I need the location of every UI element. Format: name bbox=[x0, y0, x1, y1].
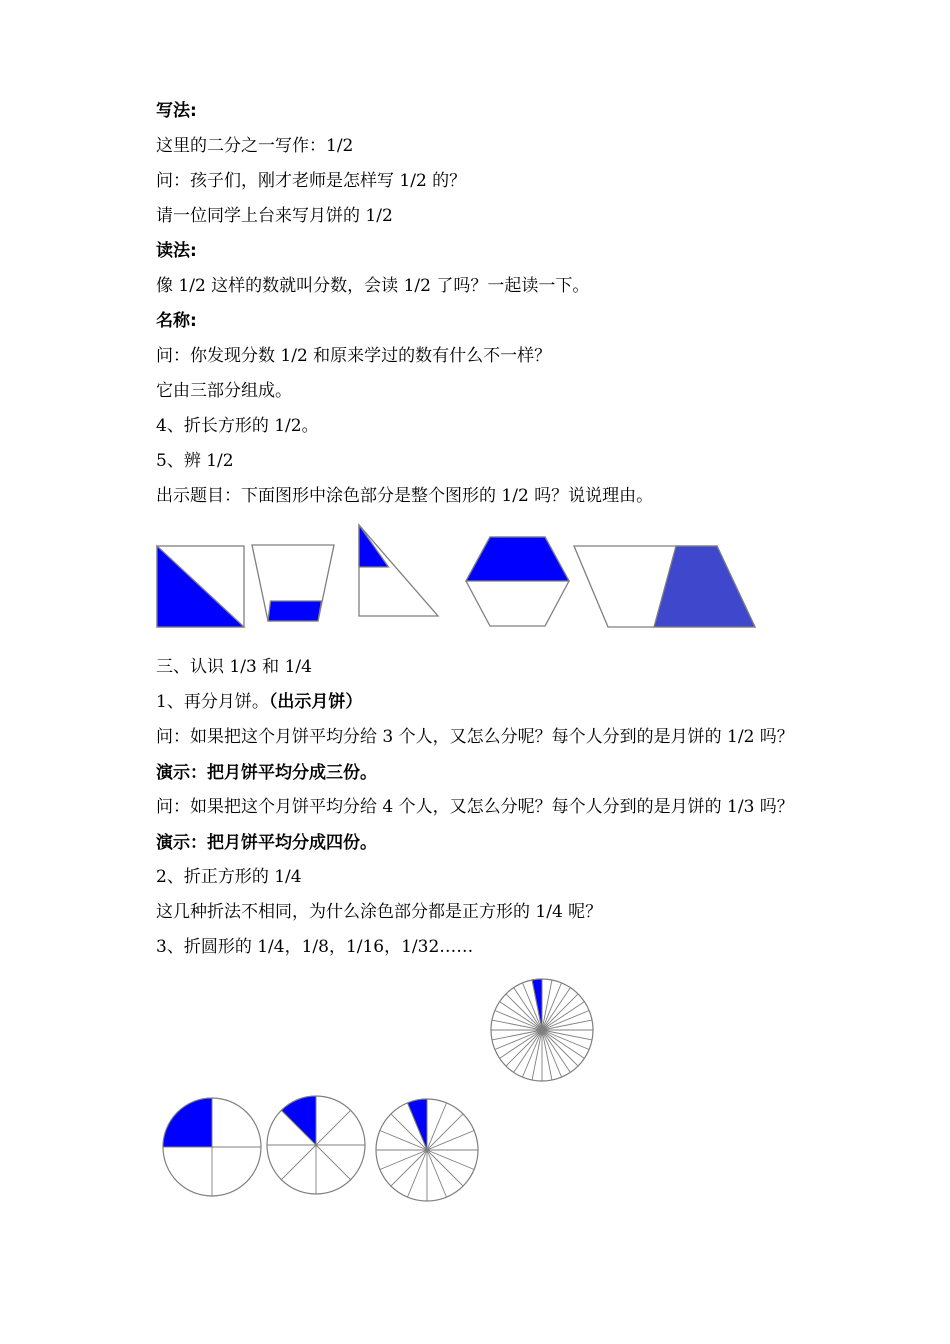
text-line: 5、辨 1/2 bbox=[156, 451, 234, 471]
triangle-shaded-top bbox=[359, 525, 389, 567]
heading-writing: 写法: bbox=[156, 101, 197, 121]
circle-fraction-4 bbox=[490, 978, 594, 1082]
text-line: 它由三部分组成。 bbox=[156, 381, 292, 401]
cup-trapezoid bbox=[252, 545, 334, 621]
circle-fraction-3 bbox=[375, 1098, 479, 1202]
text-line bbox=[156, 691, 362, 713]
section-title-three: 三、认识 1/3 和 1/4 bbox=[156, 657, 312, 677]
hexagon-shape bbox=[466, 537, 569, 626]
trapezoid-shaded-right bbox=[654, 546, 755, 627]
hexagon-shaded-top bbox=[466, 537, 569, 581]
demo-line: 演示：把月饼平均分成三份。 bbox=[156, 763, 377, 783]
square-shape bbox=[157, 546, 244, 627]
circle-fraction-2 bbox=[266, 1095, 366, 1195]
square-shaded-triangle bbox=[157, 546, 244, 627]
text-line: 请一位同学上台来写月饼的 1/2 bbox=[156, 206, 393, 226]
text-line: 问：你发现分数 1/2 和原来学过的数有什么不一样？ bbox=[156, 346, 552, 366]
demo-line: 演示：把月饼平均分成四份。 bbox=[156, 833, 377, 853]
text-line: 这几种折法不相同，为什么涂色部分都是正方形的 1/4 呢？ bbox=[156, 902, 603, 922]
text-line: 像 1/2 这样的数就叫分数，会读 1/2 了吗？一起读一下。 bbox=[156, 276, 590, 296]
right-triangle bbox=[359, 525, 438, 616]
text-line: 3、折圆形的 1/4，1/8，1/16，1/32…… bbox=[156, 937, 474, 957]
circle-fraction-1 bbox=[162, 1097, 262, 1197]
text-line: 4、折长方形的 1/2。 bbox=[156, 416, 319, 436]
cup-shaded-band bbox=[268, 601, 322, 621]
heading-name: 名称: bbox=[156, 311, 197, 331]
text-line: 这里的二分之一写作：1/2 bbox=[156, 136, 354, 156]
shaded-slice bbox=[163, 1098, 212, 1147]
text-line: 问：如果把这个月饼平均分给 4 个人，又怎么分呢？每个人分到的是月饼的 1/3 吗？ bbox=[156, 797, 794, 817]
text-segment: 1、再分月饼。 bbox=[156, 692, 269, 712]
show-mooncake-note: （出示月饼） bbox=[268, 692, 363, 712]
text-line: 2、折正方形的 1/4 bbox=[156, 867, 302, 887]
large-trapezoid bbox=[574, 546, 755, 627]
text-line: 出示题目：下面图形中涂色部分是整个图形的 1/2 吗？说说理由。 bbox=[156, 486, 654, 506]
text-line: 问：如果把这个月饼平均分给 3 个人，又怎么分呢？每个人分到的是月饼的 1/2 吗？ bbox=[156, 727, 794, 747]
heading-reading: 读法: bbox=[156, 241, 197, 261]
text-line: 问：孩子们，刚才老师是怎样写 1/2 的？ bbox=[156, 171, 467, 191]
